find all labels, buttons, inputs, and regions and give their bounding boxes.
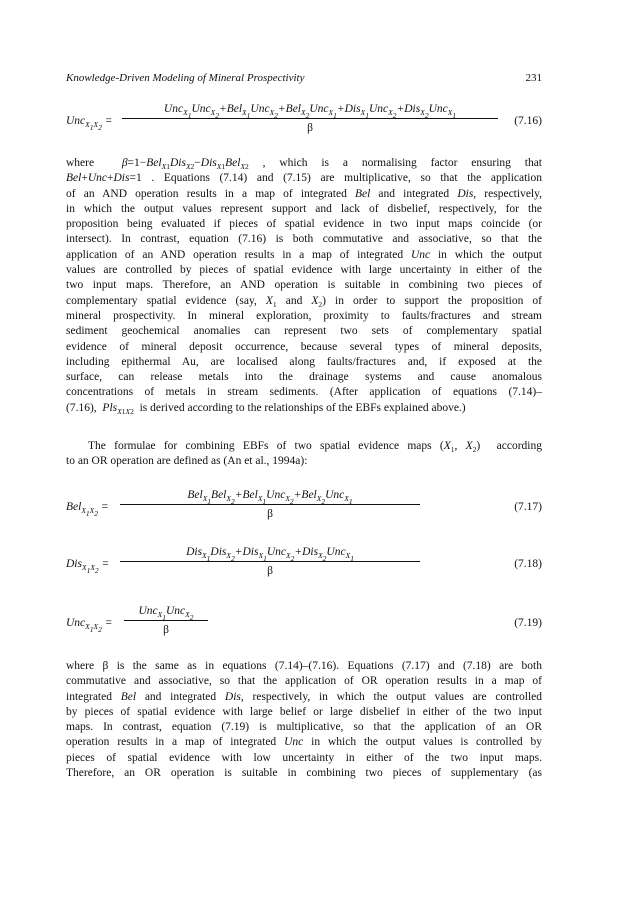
text-line: including epithermal Au, are localised along faults/fractures and, if exposed at the: [66, 355, 542, 368]
page-number: 231: [525, 72, 542, 84]
text-line: by pieces of spatial evidence with large belief or large disbelief in either of the two input: [66, 705, 542, 718]
text-line: application of an AND operation results in a map of integrated Unc in which the output: [66, 248, 542, 261]
equation-fraction: [120, 489, 420, 520]
equation-lhs: Unc$_{X_1X_2}$ =: [66, 617, 113, 634]
equation-lhs: Bel$_{X_1X_2}$ =: [66, 501, 109, 518]
text-line: of an AND operation results in a map of integrated Bel and integrated Dis, respectively,: [66, 187, 542, 200]
paragraph-3: [66, 659, 542, 781]
equation-7-17: [66, 489, 542, 529]
text-line: evidence of mineral deposit occurrence, because several types of mineral deposits,: [66, 340, 542, 353]
text-line: mineral prospectivity. In mineral exploration, proximity to faults/fractures and stream: [66, 309, 542, 322]
text-line: The formulae for combining EBFs of two spatial evidence maps ($X_1$, $X_2$) according: [88, 440, 542, 454]
equation-numerator: Unc$_{X_1}$Unc$_{X_2}$: [138, 605, 194, 622]
text-line: to an OR operation are defined as (An et al., 1994a):: [66, 455, 308, 468]
equation-number: (7.16): [514, 115, 542, 127]
text-line: where β is the same as in equations (7.14)–(7.16). Equations (7.17) and (7.18) are both: [66, 660, 542, 672]
text-line: Bel+Unc+Dis=1 . Equations (7.14) and (7.15) are multiplicative, so that the application: [66, 172, 542, 185]
equation-7-19: [66, 605, 542, 645]
running-title: Knowledge-Driven Modeling of Mineral Prospectivity: [66, 72, 305, 84]
text-line: concentrations of metals in stream sediments. (After application of equations (7.14)–: [66, 386, 542, 399]
equation-fraction: [124, 605, 208, 636]
paragraph-2: [66, 439, 542, 470]
equation-fraction: [120, 546, 420, 577]
equation-lhs: Dis$_{X_1X_2}$ =: [66, 558, 110, 575]
text-line: maps. In contrast, equation (7.19) is multiplicative, so that the application of an OR: [66, 721, 542, 734]
equation-numerator: Bel$_{X_1}$Bel$_{X_2}$+Bel$_{X_1}$Unc$_{X_2}$+Bel$_{X_2}$Unc$_{X_1}$: [187, 489, 353, 506]
paragraph-1: [66, 156, 542, 416]
equation-denominator: β: [267, 565, 273, 577]
text-line: integrated Bel and integrated Dis, respectively, in which the output values are controlled: [66, 690, 542, 703]
text-line: sediment geochemical anomalies can represent two sets of complementary spatial: [66, 325, 542, 338]
page-header: [66, 72, 542, 88]
text-line: complementary spatial evidence (say, $X_1$ and $X_2$) in order to support the proposition of: [66, 294, 542, 309]
equation-denominator: β: [163, 624, 169, 636]
text-line: (7.16), Pls$_{X1X2}$ is derived according to the relationships of the EBFs explained above.): [66, 401, 466, 416]
text-line: in which the output values represent support and lack of disbelief, respectively, for the: [66, 202, 542, 215]
text-line: commutative and associative, so that the application of OR operation results in a map of: [66, 675, 542, 688]
text-line: surface, can release metals into the drainage systems and cause anomalous: [66, 371, 542, 384]
text-line: two input maps. Therefore, an AND operation is suitable in combining two pieces of: [66, 279, 542, 292]
text-line: operation results in a map of integrated Unc in which the output values is controlled by: [66, 736, 543, 749]
equation-7-18: [66, 546, 542, 586]
equation-numerator: Dis$_{X_1}$Dis$_{X_2}$+Dis$_{X_1}$Unc$_{X_2}$+Dis$_{X_2}$Unc$_{X_1}$: [186, 546, 354, 563]
equation-number: (7.18): [514, 558, 542, 570]
text-line: values are controlled by pieces of spatial evidence with large uncertainty in either of the: [66, 264, 542, 277]
equation-denominator: β: [267, 508, 273, 520]
equation-7-16: [66, 103, 542, 143]
equation-numerator: Unc$_{X_1}$Unc$_{X_2}$+Bel$_{X_1}$Unc$_{X_2}$+Bel$_{X_2}$Unc$_{X_1}$+Dis$_{X_1}$Unc$_{X_2}$+Dis$_{X_2}$Unc$_{X_1}$: [163, 103, 457, 120]
text-line: Therefore, an OR operation is suitable in combining two pieces of supplementary (as: [66, 767, 542, 780]
text-line: pieces of spatial evidence with low uncertainty in either of the two input maps.: [66, 751, 542, 764]
equation-number: (7.19): [514, 617, 542, 629]
text-line: where β=1−Bel$_{X1}$Dis$_{X2}$−Dis$_{X1}$Bel$_{X2}$ , which is a normalising factor ensuring that: [66, 157, 542, 171]
equation-number: (7.17): [514, 501, 542, 513]
equation-lhs: Unc$_{X_1X_2}$ =: [66, 115, 113, 132]
text-line: proposition being evaluated if pieces of spatial evidence in two input maps coincide (or: [66, 218, 542, 231]
equation-fraction: [122, 103, 498, 134]
text-line: intersect). In contrast, equation (7.16) is both commutative and associative, so that the: [66, 233, 542, 246]
equation-denominator: β: [307, 122, 313, 134]
